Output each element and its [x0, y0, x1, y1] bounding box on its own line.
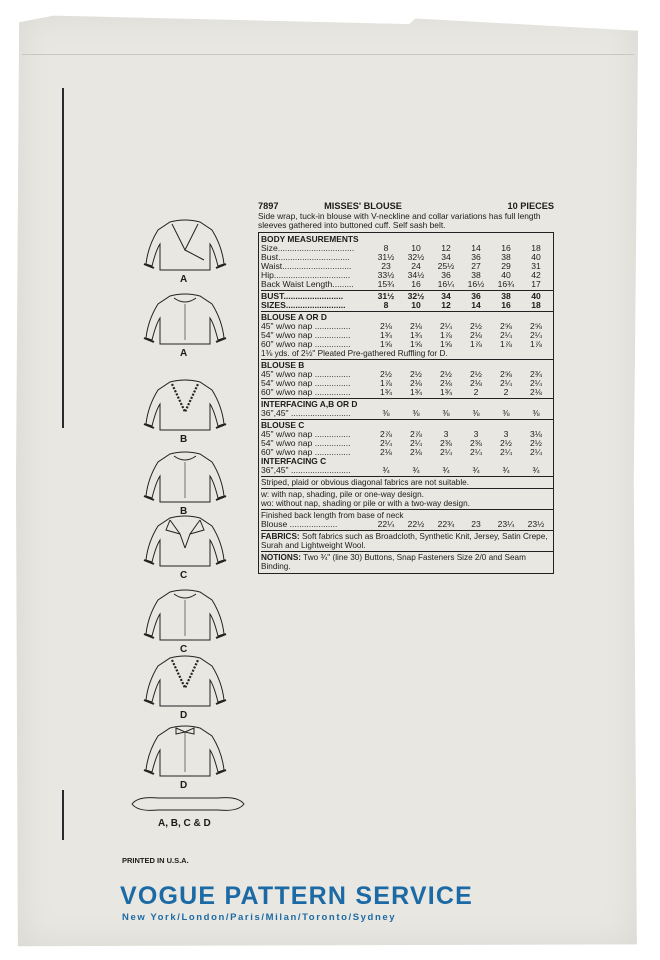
row-value: 2¼: [470, 447, 482, 457]
row-value: 34: [441, 252, 451, 262]
pattern-title: MISSES' BLOUSE: [324, 201, 402, 211]
row-label: 45" w/wo nap ...............: [261, 370, 351, 379]
row-value: 3: [443, 429, 449, 439]
row-value: 1⅝: [440, 339, 452, 349]
row-label: 36",45" .........................: [261, 409, 351, 418]
fabrics-label: FABRICS:: [261, 532, 300, 541]
row-value: 16¾: [497, 279, 515, 289]
row-value: 3⅛: [530, 429, 542, 439]
envelope-flap-fold: [22, 54, 634, 55]
row-value: ¾: [472, 465, 480, 475]
fabric-notes-section: [261, 477, 553, 489]
body-measurements-section: [261, 234, 553, 291]
row-value: 2⅞: [410, 429, 422, 439]
row-value: 2: [473, 387, 479, 397]
body-measurements-heading: BODY MEASUREMENTS: [261, 234, 359, 244]
row-value: 23: [381, 261, 391, 271]
row-value: 2¼: [380, 438, 392, 448]
row-value: 2¼: [500, 378, 512, 388]
row-value: 2⅜: [470, 438, 482, 448]
finished-length-section: [261, 510, 553, 531]
row-value: 14: [471, 243, 481, 253]
row-value: 40: [531, 291, 541, 301]
row-value: 12: [441, 300, 451, 310]
yardage-chart: [258, 202, 554, 574]
row-value: ⅜: [502, 408, 510, 418]
row-value: 2⅛: [440, 378, 452, 388]
row-value: 3: [503, 429, 509, 439]
blouse-ad-heading: BLOUSE A OR D: [261, 312, 327, 322]
row-value: 38: [501, 252, 511, 262]
row-value: 23¼: [497, 519, 515, 529]
row-label: Blouse ....................: [261, 520, 338, 529]
row-value: 2⅛: [530, 387, 542, 397]
row-value: 34: [441, 291, 451, 301]
row-value: 2⅛: [470, 330, 482, 340]
printed-in-usa: PRINTED IN U.S.A.: [122, 856, 189, 865]
row-value: 2: [503, 387, 509, 397]
row-value: ¾: [502, 465, 510, 475]
row-value: 38: [471, 270, 481, 280]
ruffling-note: 1⅜ yds. of 2½" Pleated Pre-gathered Ruffling for D.: [261, 349, 448, 358]
row-label: Size................................: [261, 244, 355, 253]
blouse-illustration: [130, 216, 240, 274]
row-value: 23½: [527, 519, 545, 529]
row-value: 2½: [470, 369, 482, 379]
fabric-suitability-note: Striped, plaid or obvious diagonal fabrics are not suitable.: [261, 478, 469, 487]
row-value: 40: [531, 252, 541, 262]
pattern-description: Side wrap, tuck-in blouse with V-neckline and collar variations has full length sleeves gathered into buttoned cuff. Self sash belt.: [258, 211, 541, 230]
blouse-illustration: [130, 586, 240, 644]
row-value: 31½: [377, 252, 395, 262]
view-label: C: [180, 644, 188, 655]
pattern-number: 7897: [258, 201, 279, 211]
blouse-c-heading: BLOUSE C: [261, 420, 305, 430]
blouse-ad-section: [261, 312, 553, 360]
envelope-edge-left-lower: [62, 790, 64, 840]
row-value: 2½: [530, 438, 542, 448]
row-value: 2⅝: [500, 321, 512, 331]
row-value: ⅜: [412, 408, 420, 418]
row-value: ¾: [412, 465, 420, 475]
row-value: ⅜: [472, 408, 480, 418]
row-value: 2¼: [500, 330, 512, 340]
row-value: 38: [501, 291, 511, 301]
row-value: 2½: [380, 369, 392, 379]
row-value: 2⅛: [410, 447, 422, 457]
row-value: 22¾: [437, 519, 455, 529]
notions-section: [261, 552, 553, 572]
blouse-b-yardage-row: [261, 379, 553, 388]
row-value: 1⅞: [470, 339, 482, 349]
bust-sizes-section: [261, 291, 553, 312]
fabrics-text: Soft fabrics such as Broadcloth, Synthetic Knit, Jersey, Satin Crepe, Surah and Lightweight Wool.: [261, 532, 548, 550]
body-measurement-row: [261, 280, 553, 289]
row-value: 22½: [407, 519, 425, 529]
row-value: 31½: [377, 291, 395, 301]
row-label: Waist.............................: [261, 262, 352, 271]
row-value: 32½: [407, 252, 425, 262]
interfacing-abd-section: [261, 399, 553, 420]
row-value: 2⅛: [380, 447, 392, 457]
row-value: 2⅛: [410, 321, 422, 331]
row-label: 60" w/wo nap ...............: [261, 340, 351, 349]
view-label: D: [180, 710, 188, 721]
row-value: 2⅝: [530, 321, 542, 331]
blouse-illustration: [130, 722, 240, 780]
row-value: 1⅞: [380, 378, 392, 388]
row-value: 23: [471, 519, 481, 529]
row-value: 1⅝: [380, 339, 392, 349]
row-value: 36: [471, 291, 481, 301]
view-label: D: [180, 780, 188, 791]
finished-length-heading: Finished back length from base of neck: [261, 511, 404, 520]
row-value: 2⅞: [380, 429, 392, 439]
row-value: ⅜: [532, 408, 540, 418]
row-value: 3: [473, 429, 479, 439]
view-label: B: [180, 434, 188, 445]
blouse-b-section: [261, 360, 553, 399]
brand-cities: New York/London/Paris/Milan/Toronto/Sydney: [122, 912, 397, 923]
row-value: 2½: [470, 321, 482, 331]
row-value: 12: [441, 243, 451, 253]
sash-label: A, B, C & D: [158, 818, 211, 829]
blouse-b-heading: BLOUSE B: [261, 360, 305, 370]
row-value: 40: [501, 270, 511, 280]
row-value: 33½: [377, 270, 395, 280]
row-value: ⅜: [442, 408, 450, 418]
envelope-edge-left: [62, 88, 64, 428]
view-label: A: [180, 274, 188, 285]
row-value: 42: [531, 270, 541, 280]
blouse-illustration: [130, 290, 240, 348]
row-value: ¾: [532, 465, 540, 475]
row-value: 8: [383, 243, 389, 253]
nap-notes-section: [261, 489, 553, 510]
row-label: 36",45" .........................: [261, 466, 351, 475]
blouse-illustration: [130, 448, 240, 506]
row-value: 14: [471, 300, 481, 310]
with-nap-note: w: with nap, shading, pile or one-way design.: [261, 490, 424, 499]
row-label: Back Waist Length.........: [261, 280, 354, 289]
row-value: 2⅜: [440, 438, 452, 448]
blouse-illustration: [130, 376, 240, 434]
row-value: 2½: [440, 369, 452, 379]
row-value: 2⅛: [380, 321, 392, 331]
row-label: 54" w/wo nap ...............: [261, 379, 351, 388]
row-value: 2½: [410, 369, 422, 379]
row-value: 1¾: [410, 387, 422, 397]
row-label: 60" w/wo nap ...............: [261, 448, 351, 457]
pattern-header: [258, 202, 554, 211]
view-label: A: [180, 348, 188, 359]
row-value: 15¾: [377, 279, 395, 289]
row-value: 29: [501, 261, 511, 271]
row-value: 2¼: [530, 447, 542, 457]
row-value: 17: [531, 279, 541, 289]
row-value: 36: [441, 270, 451, 280]
row-label: SIZES.........................: [261, 301, 346, 310]
row-value: 16¼: [437, 279, 455, 289]
row-value: 24: [411, 261, 421, 271]
row-value: 16: [411, 279, 421, 289]
row-value: ⅜: [382, 408, 390, 418]
interfacing-c-heading: INTERFACING C: [261, 456, 327, 466]
blouse-ad-yardage-row: [261, 340, 553, 349]
without-nap-note: wo: without nap, shading or pile or with a two-way design.: [261, 499, 470, 508]
bust-size-row: [261, 301, 553, 310]
row-label: 45" w/wo nap ...............: [261, 322, 351, 331]
row-value: 2½: [500, 438, 512, 448]
row-label: 45" w/wo nap ...............: [261, 430, 351, 439]
sash-illustration: [128, 792, 238, 816]
row-value: 10: [411, 243, 421, 253]
row-value: 36: [471, 252, 481, 262]
row-value: 10: [411, 300, 421, 310]
row-value: 16½: [467, 279, 485, 289]
interfacing-abd-yardage-row: [261, 409, 553, 418]
row-value: 31: [531, 261, 541, 271]
row-value: 2⅛: [410, 378, 422, 388]
row-value: 1⅞: [440, 330, 452, 340]
pattern-pieces: 10 PIECES: [507, 201, 554, 211]
row-value: 16: [501, 243, 511, 253]
row-value: 2¼: [500, 447, 512, 457]
row-value: 1⅞: [530, 339, 542, 349]
row-value: 2¼: [440, 321, 452, 331]
measurement-table: [258, 232, 554, 574]
row-value: 2⅛: [470, 378, 482, 388]
row-value: 34½: [407, 270, 425, 280]
row-value: 2¼: [410, 438, 422, 448]
row-value: 2⅝: [500, 369, 512, 379]
row-value: 8: [383, 300, 389, 310]
row-value: ¾: [382, 465, 390, 475]
blouse-illustration: [130, 652, 240, 710]
row-label: 60" w/wo nap ...............: [261, 388, 351, 397]
fabrics-section: [261, 531, 553, 552]
interfacing-c-yardage-row: [261, 466, 553, 475]
row-label: BUST.........................: [261, 292, 344, 301]
row-value: 25½: [437, 261, 455, 271]
row-value: ¾: [442, 465, 450, 475]
row-value: 18: [531, 300, 541, 310]
row-value: 1¾: [380, 387, 392, 397]
row-value: 2¼: [530, 330, 542, 340]
brand-name: VOGUE PATTERN SERVICE: [120, 882, 474, 910]
notions-label: NOTIONS:: [261, 553, 302, 562]
row-value: 27: [471, 261, 481, 271]
row-label: Bust..............................: [261, 253, 350, 262]
row-value: 1¾: [380, 330, 392, 340]
row-value: 32½: [407, 291, 425, 301]
row-label: Hip................................: [261, 271, 351, 280]
notions-text: Two ¾" (line 30) Buttons, Snap Fasteners Size 2/0 and Seam Binding.: [261, 553, 526, 571]
row-value: 1⅞: [500, 339, 512, 349]
view-label: B: [180, 506, 188, 517]
row-value: 16: [501, 300, 511, 310]
row-value: 1¾: [440, 387, 452, 397]
row-value: 22¼: [377, 519, 395, 529]
row-value: 2¼: [440, 447, 452, 457]
blouse-c-section: [261, 420, 553, 477]
view-label: C: [180, 570, 188, 581]
blouse-b-yardage-row: [261, 388, 553, 397]
finished-length-row: [261, 520, 553, 529]
row-label: 54" w/wo nap ...............: [261, 439, 351, 448]
interfacing-abd-heading: INTERFACING A,B OR D: [261, 399, 358, 409]
row-value: 2¼: [530, 378, 542, 388]
row-value: 1¾: [410, 330, 422, 340]
row-value: 18: [531, 243, 541, 253]
row-value: 2¾: [530, 369, 542, 379]
blouse-illustration: [130, 512, 240, 570]
row-value: 1⅝: [410, 339, 422, 349]
row-label: 54" w/wo nap ...............: [261, 331, 351, 340]
